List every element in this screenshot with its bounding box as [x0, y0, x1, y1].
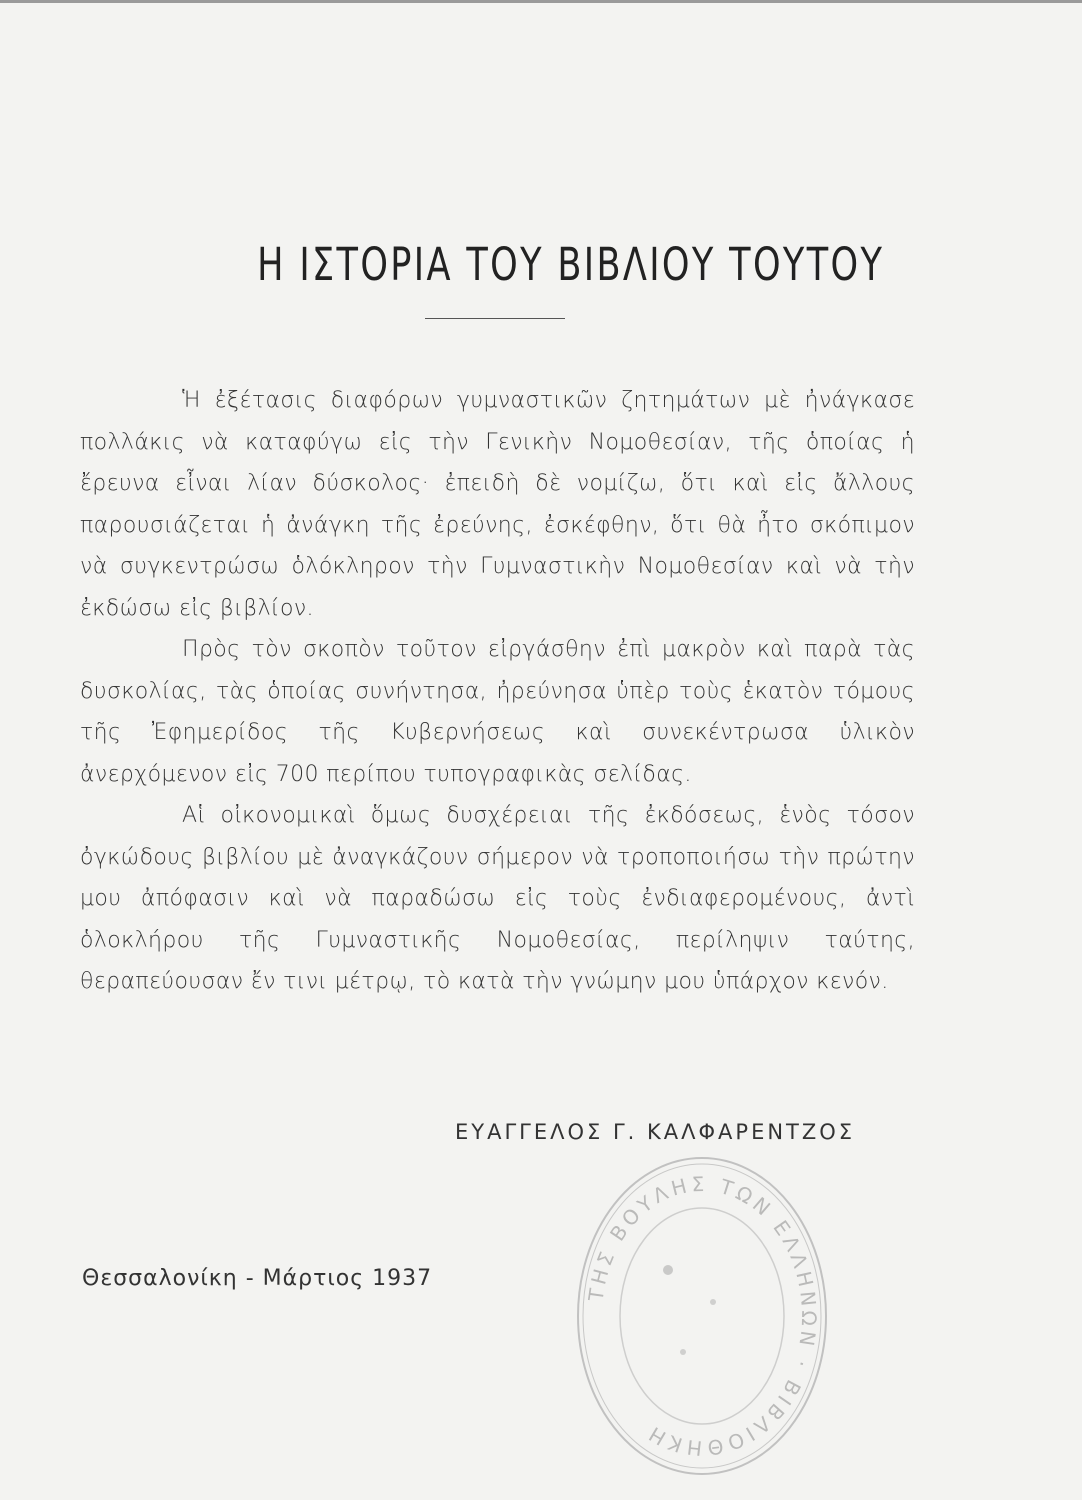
page-top-edge — [0, 0, 1082, 3]
body-text — [80, 380, 915, 1003]
paragraph-2: Πρὸς τὸν σκοπὸν τοῦτον εἰργάσθην ἐπὶ μακρὸν καὶ παρὰ τὰς δυσκολίας, τὰς ὁποίας συνήντησα, ἠρεύνησα ὑπὲρ τοὺς ἑκατὸν τόμους τῆς Ἐφημερίδος τῆς Κυβερνήσεως καὶ συνεκέντρωσα ὑλικὸν ἀνερχόμενον εἰς 700 περίπου τυπογραφικὰς σελίδας. — [80, 637, 915, 787]
stamp-text: ΤΗΣ ΒΟΥΛΗΣ ΤΩΝ ΕΛΛΗΝΩΝ · ΒΙΒΛΙΟΘΗΚΗ — [583, 1171, 822, 1461]
title-underline — [425, 318, 565, 319]
place-and-date: Θεσσαλονίκη - Μάρτιος 1937 — [82, 1266, 433, 1291]
library-stamp-icon — [573, 1152, 831, 1480]
paragraph-3: Αἱ οἰκονομικαὶ ὅμως δυσχέρειαι τῆς ἐκδόσεως, ἑνὸς τόσον ὀγκώδους βιβλίου μὲ ἀναγκάζουν σήμερον νὰ τροποποιήσω τὴν πρώτην μου ἀπόφασιν καὶ νὰ παραδώσω εἰς τοὺς ἐνδιαφερομένους, ἀντὶ ὁλοκλήρου τῆς Γυμναστικῆς Νομοθεσίας, περίληψιν ταύτης, θεραπεύουσαν ἔν τινι μέτρῳ, τὸ κατὰ τὴν γνώμην μου ὑπάρχον κενόν. — [80, 803, 915, 994]
paragraph-1: Ἡ ἐξέτασις διαφόρων γυμναστικῶν ζητημάτων μὲ ἠνάγκασε πολλάκις νὰ καταφύγω εἰς τὴν Γενικὴν Νομοθεσίαν, τῆς ὁποίας ἡ ἔρευνα εἶναι λίαν δύσκολος· ἐπειδὴ δὲ νομίζω, ὅτι καὶ εἰς ἄλλους παρουσιάζεται ἡ ἀνάγκη τῆς ἐρεύνης, ἐσκέφθην, ὅτι θὰ ἦτο σκόπιμον νὰ συγκεντρώσω ὁλόκληρον τὴν Γυμναστικὴν Νομοθεσίαν καὶ νὰ τὴν ἐκδώσω εἰς βιβλίον. — [80, 388, 915, 621]
page-title: Η ΙΣΤΟΡΙΑ ΤΟΥ ΒΙΒΛΙΟΥ ΤΟΥΤΟΥ — [257, 238, 885, 291]
author-signature: ΕΥΑΓΓΕΛΟΣ Γ. ΚΑΛΦΑΡΕΝΤΖΟΣ — [455, 1120, 856, 1144]
